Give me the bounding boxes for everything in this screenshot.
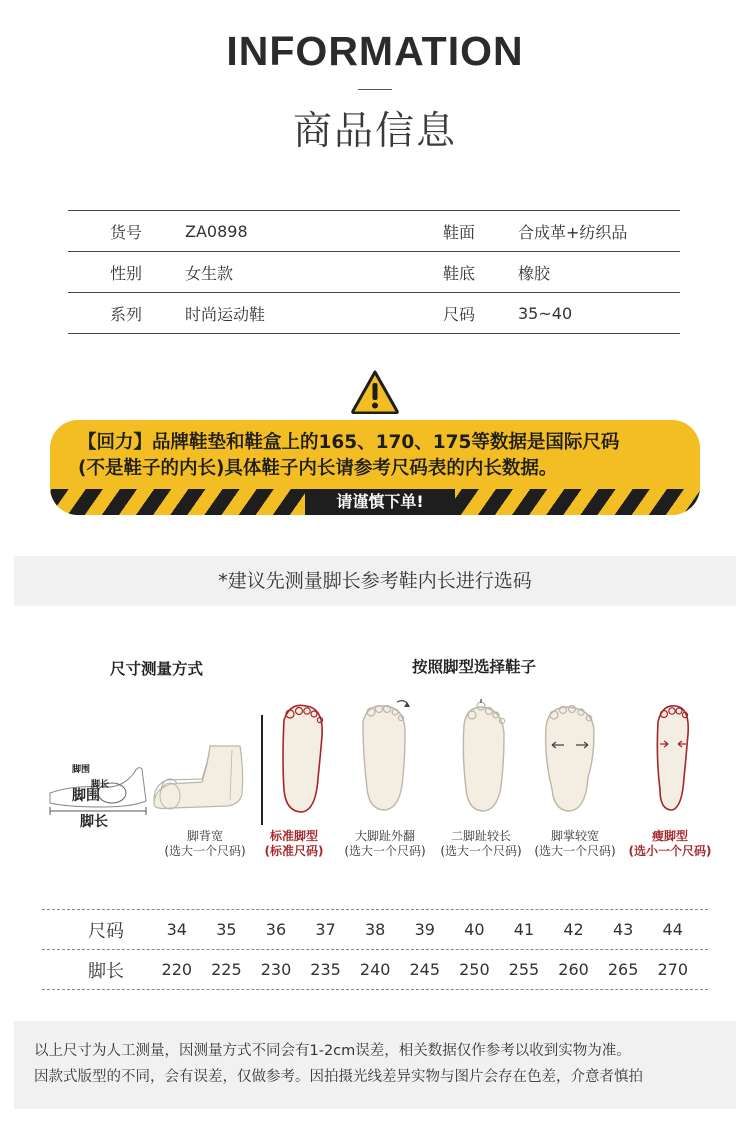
info-row xyxy=(68,252,680,293)
foot-type-name: 标准脚型 xyxy=(269,829,318,843)
foot-type-name: 瘦脚型 xyxy=(651,829,688,843)
size-cell: 42 xyxy=(563,920,584,939)
advice-band: *建议先测量脚长参考鞋内长进行选码 xyxy=(14,556,736,606)
product-info-table xyxy=(68,210,680,334)
bunion-foot-icon xyxy=(353,696,417,816)
info-row xyxy=(68,211,680,252)
foot-type-advice: (选大一个尺码) xyxy=(534,844,616,858)
length-cell: 255 xyxy=(508,960,540,979)
info-value: 女生款 xyxy=(185,263,234,283)
girth-label-small: 脚围 xyxy=(72,765,91,775)
info-label: 尺码 xyxy=(443,304,476,324)
size-cell: 35 xyxy=(216,920,237,939)
foot-type-caption xyxy=(527,829,623,859)
disclaimer-line-2: 因款式版型的不同，会有误差，仅做参考。因拍摄光线差异实物与图片会存在色差，介意者慎拍 xyxy=(34,1069,643,1085)
length-cell: 235 xyxy=(310,960,341,979)
title-divider xyxy=(358,89,392,90)
size-cell: 37 xyxy=(315,920,336,939)
disclaimer-note xyxy=(14,1021,736,1109)
foot-type-name: 二脚趾较长 xyxy=(450,829,511,843)
disclaimer-line-1: 以上尺寸为人工测量，因测量方式不同会有1-2cm误差，相关数据仅作参考以收到实物为准。 xyxy=(34,1043,631,1059)
length-cell: 265 xyxy=(607,960,639,979)
length-cell: 260 xyxy=(558,960,589,979)
warning-footer: 请谨慎下单! xyxy=(305,489,455,515)
info-label: 鞋面 xyxy=(443,222,476,242)
length-cell: 270 xyxy=(657,960,688,979)
info-value: ZA0898 xyxy=(185,221,248,241)
length-cell: 230 xyxy=(260,960,292,979)
info-label: 系列 xyxy=(110,304,143,324)
size-cell: 34 xyxy=(166,920,187,939)
wide-forefoot-foot-icon xyxy=(538,697,602,817)
foot-type-name: 大脚趾外翻 xyxy=(354,829,415,843)
foot-type-name: 脚掌较宽 xyxy=(550,829,599,843)
foot-type-caption xyxy=(254,829,334,859)
info-label: 货号 xyxy=(110,222,143,242)
long-second-toe-foot-icon xyxy=(452,697,516,817)
foot-type-advice: (选大一个尺码) xyxy=(164,844,246,858)
narrow-foot-icon xyxy=(642,698,706,818)
warning-banner xyxy=(50,420,700,515)
length-cell: 245 xyxy=(409,960,441,979)
foot-type-caption xyxy=(337,829,433,859)
size-cell: 39 xyxy=(414,920,435,939)
size-cell: 40 xyxy=(464,920,485,939)
foot-type-caption xyxy=(622,829,718,859)
foot-type-advice: (标准尺码) xyxy=(264,844,324,858)
standard-foot-icon xyxy=(270,700,334,820)
size-cell: 44 xyxy=(662,920,683,939)
warning-text xyxy=(78,430,619,482)
length-row-label: 脚长 xyxy=(88,960,124,982)
size-cell: 36 xyxy=(265,920,287,939)
size-chart-table xyxy=(42,909,708,990)
size-row xyxy=(42,910,708,950)
title-chinese: 商品信息 xyxy=(292,109,457,154)
foot-type-caption xyxy=(155,829,255,859)
size-row-label: 尺码 xyxy=(88,920,124,942)
size-cell: 38 xyxy=(364,920,386,939)
length-cell: 250 xyxy=(459,960,490,979)
info-value: 合成革+纺织品 xyxy=(518,222,628,242)
title-english: INFORMATION xyxy=(226,28,524,74)
foot-type-name: 脚背宽 xyxy=(186,829,223,843)
length-cell: 240 xyxy=(359,960,391,979)
warning-triangle-icon xyxy=(351,370,399,414)
info-value: 35~40 xyxy=(518,303,573,323)
info-label: 性别 xyxy=(110,263,143,283)
foot-type-advice: (选小一个尺码) xyxy=(628,844,712,858)
info-value: 橡胶 xyxy=(518,263,551,283)
info-row xyxy=(68,293,680,334)
warning-line-1: 【回力】品牌鞋垫和鞋盒上的165、170、175等数据是国际尺码 xyxy=(78,432,620,453)
length-label: 脚长 xyxy=(80,814,108,830)
size-cell: 43 xyxy=(612,920,634,939)
wide-instep-foot-icon xyxy=(150,742,250,814)
size-cell: 41 xyxy=(513,920,535,939)
length-label-small: 脚长 xyxy=(91,780,110,790)
info-label: 鞋底 xyxy=(443,263,476,283)
warning-line-2: (不是鞋子的内长)具体鞋子内长请参考尺码表的内长数据。 xyxy=(78,458,558,479)
length-cell: 225 xyxy=(211,960,242,979)
foot-type-advice: (选大一个尺码) xyxy=(344,844,426,858)
section-divider xyxy=(261,715,263,825)
foot-type-advice: (选大一个尺码) xyxy=(440,844,522,858)
length-cell: 220 xyxy=(161,960,193,979)
foot-type-title: 按照脚型选择鞋子 xyxy=(412,658,537,676)
info-value: 时尚运动鞋 xyxy=(185,304,266,324)
length-row xyxy=(42,950,708,990)
girth-label: 脚围 xyxy=(72,788,100,804)
foot-type-caption xyxy=(433,829,529,859)
measure-method-title: 尺寸测量方式 xyxy=(110,660,204,678)
